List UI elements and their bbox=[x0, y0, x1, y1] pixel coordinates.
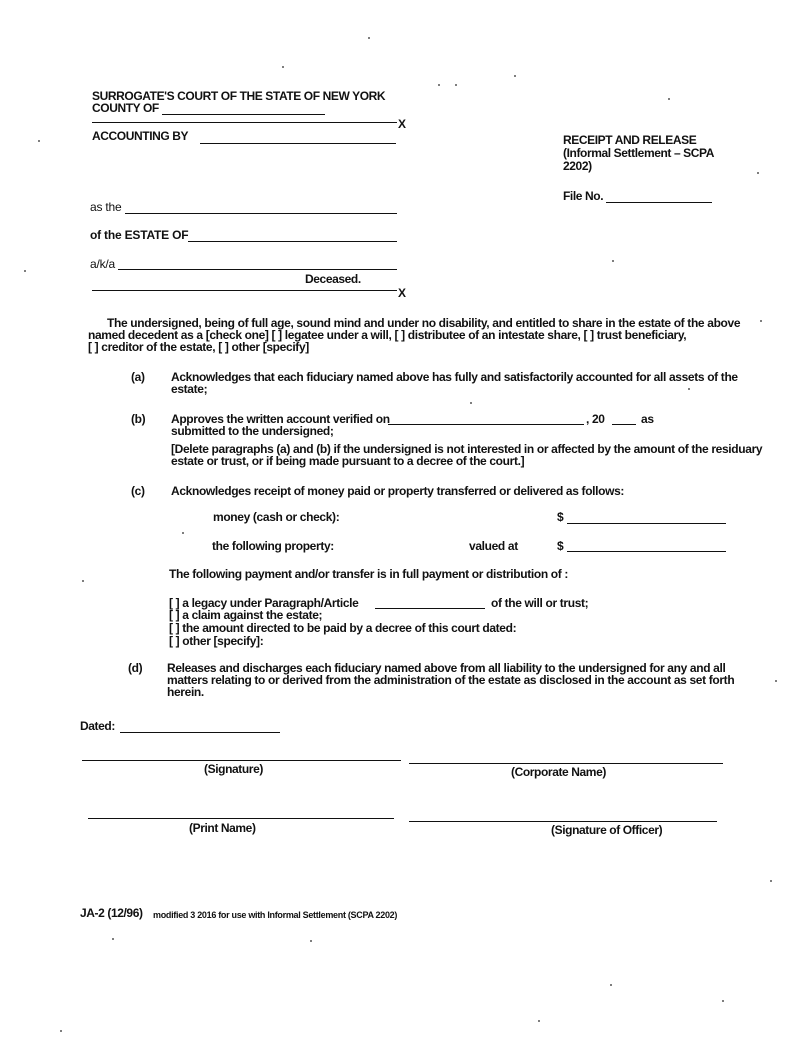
officer-signature-caption: (Signature of Officer) bbox=[551, 823, 663, 837]
aka-label: a/k/a bbox=[90, 257, 116, 271]
item-c-line-1: Acknowledges receipt of money paid or property transferred or delivered as follows: bbox=[171, 484, 625, 498]
estate-of-label: of the ESTATE OF bbox=[90, 228, 189, 242]
item-d-label: (d) bbox=[128, 661, 143, 675]
caption-divider-bottom bbox=[92, 290, 397, 291]
print-name-line[interactable] bbox=[88, 818, 394, 819]
item-c-label: (c) bbox=[131, 484, 145, 498]
form-revision-note: modified 3 2016 for use with Informal Settlement (SCPA 2202) bbox=[153, 910, 398, 920]
item-a-label: (a) bbox=[131, 370, 145, 384]
deceased-label: Deceased. bbox=[305, 272, 361, 286]
accounting-by-line[interactable] bbox=[200, 143, 396, 144]
property-dollar-sign: $ bbox=[557, 539, 564, 553]
verified-year-line[interactable] bbox=[612, 424, 636, 425]
item-a-line-2: estate; bbox=[171, 382, 208, 396]
caption-divider-top bbox=[92, 122, 397, 123]
item-a-line-1: Acknowledges that each fiduciary named above has fully and satisfactorily accounted for all assets of the bbox=[171, 370, 738, 384]
option-decree[interactable]: [ ] the amount directed to be paid by a decree of this court dated: bbox=[169, 621, 517, 635]
item-b-note-1: [Delete paragraphs (a) and (b) if the undersigned is not interested in or affected by the amount of the residuary bbox=[171, 442, 763, 456]
accounting-by-label: ACCOUNTING BY bbox=[92, 129, 189, 143]
payment-statement: The following payment and/or transfer is in full payment or distribution of : bbox=[169, 567, 569, 581]
option-legacy-cont: of the will or trust; bbox=[491, 596, 589, 610]
verified-date-line[interactable] bbox=[388, 424, 584, 425]
corporate-name-caption: (Corporate Name) bbox=[511, 765, 606, 779]
money-label: money (cash or check): bbox=[213, 510, 340, 524]
officer-signature-line[interactable] bbox=[409, 821, 717, 822]
option-claim[interactable]: [ ] a claim against the estate; bbox=[169, 608, 323, 622]
item-b-label: (b) bbox=[131, 412, 146, 426]
court-title: SURROGATE'S COURT OF THE STATE OF NEW YORK bbox=[92, 89, 386, 103]
item-d-line-1: Releases and discharges each fiduciary named above from all liability to the undersigned for any and all bbox=[167, 661, 726, 675]
dated-label: Dated: bbox=[80, 719, 115, 733]
form-id: JA-2 (12/96) bbox=[80, 906, 143, 920]
estate-of-line[interactable] bbox=[188, 241, 397, 242]
option-legacy[interactable]: [ ] a legacy under Paragraph/Article bbox=[169, 596, 359, 610]
item-d-line-2: matters relating to or derived from the administration of the estate as disclosed in the account as set forth bbox=[167, 673, 735, 687]
corporate-name-line[interactable] bbox=[409, 763, 723, 764]
form-subtitle: (Informal Settlement – SCPA bbox=[563, 146, 715, 160]
intro-line-3: [ ] creditor of the estate, [ ] other [specify] bbox=[88, 340, 309, 354]
form-title: RECEIPT AND RELEASE bbox=[563, 133, 697, 147]
print-name-caption: (Print Name) bbox=[189, 821, 256, 835]
item-b-line-2: submitted to the undersigned; bbox=[171, 424, 334, 438]
dated-line[interactable] bbox=[120, 732, 280, 733]
caption-x-top: X bbox=[398, 117, 406, 131]
item-b-as: as bbox=[641, 412, 654, 426]
intro-line-1: The undersigned, being of full age, sound mind and under no disability, and entitled to share in the estate of the above bbox=[107, 316, 741, 330]
aka-line[interactable] bbox=[118, 269, 397, 270]
file-no-label: File No. bbox=[563, 189, 604, 203]
item-b-note-2: estate or trust, or if being made pursuant to a decree of the court.] bbox=[171, 454, 525, 468]
valued-at-label: valued at bbox=[469, 539, 518, 553]
item-b-verified-on: Approves the written account verified on bbox=[171, 412, 390, 426]
property-label: the following property: bbox=[212, 539, 334, 553]
item-d-line-3: herein. bbox=[167, 685, 204, 699]
file-no-line[interactable] bbox=[606, 202, 712, 203]
option-other[interactable]: [ ] other [specify]: bbox=[169, 634, 264, 648]
county-label: COUNTY OF bbox=[92, 101, 159, 115]
caption-x-bottom: X bbox=[398, 286, 406, 300]
money-dollar-sign: $ bbox=[557, 510, 564, 524]
intro-line-2: named decedent as a [check one] [ ] legatee under a will, [ ] distributee of an intestate share, [ ] trust beneficiary, bbox=[88, 328, 687, 342]
signature-caption: (Signature) bbox=[204, 762, 263, 776]
county-line[interactable] bbox=[162, 114, 325, 115]
as-the-line[interactable] bbox=[125, 213, 397, 214]
legacy-paragraph-line[interactable] bbox=[375, 608, 485, 609]
as-the-label: as the bbox=[90, 200, 122, 214]
signature-line[interactable] bbox=[82, 760, 401, 761]
money-amount-line[interactable] bbox=[567, 523, 726, 524]
item-b-year-prefix: , 20 bbox=[586, 412, 605, 426]
form-subtitle-cont: 2202) bbox=[563, 159, 592, 173]
property-value-line[interactable] bbox=[567, 551, 726, 552]
